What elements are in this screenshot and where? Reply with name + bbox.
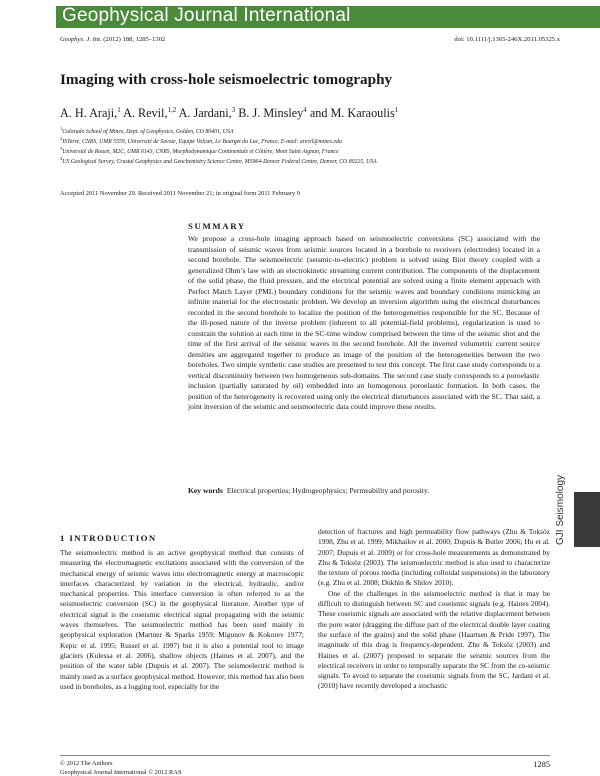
affiliation-text: US Geological Survey, Crustal Geophysics and Geochemistry Science Centre, MS964-Denver Federal Centre, Denver, CO 80225, USA bbox=[62, 158, 377, 165]
section-side-tab bbox=[574, 492, 600, 547]
received-accepted-dates: Accepted 2011 November 29. Received 2011 November 21; in original form 2011 February 9 bbox=[60, 190, 300, 197]
page-number: 1285 bbox=[533, 760, 550, 769]
section-side-label: GJI Seismology bbox=[555, 474, 566, 545]
affiliation bbox=[60, 136, 342, 145]
citation-journal: Geophys. J. Int. bbox=[60, 36, 102, 43]
affiliation bbox=[60, 146, 339, 155]
introduction-left-column: The seismoelectric method is an active geophysical method that consists of measuring the electromagnetic excitations associated with the conversion of the mechanical energy of seismic waves into electromagnetic energy at macroscopic interfaces characterized by variation in the electrical, hydraulic, and/or mechanical properties. This interface conversion is often referred to as the seismoelectric conversion (SC) in the geophysical literature. Another type of electrical signal is the coseismic electrical signal propagating with the seismic waves themselves. The seismoelectric method has been used mainly in geophysical exploration (Martner & Sparks 1959; Migunov & Kokorev 1977; Kepic et al. 1995; Russel et al. 1997) but it is also a potential tool to image glaciers (Kulessa et al. 2006), shallow objects (Haines et al. 2007), and the position of the water table (Dupuis et al. 2007). The seismoelectric method is mainly used as a surface geophysical method. However, this method has also been used in boreholes, as a logging tool, especially for the bbox=[60, 548, 304, 691]
author-affiliation-mark: 4 bbox=[303, 106, 307, 114]
author-name: B. J. Minsley bbox=[238, 106, 304, 121]
copyright-authors: © 2012 The Authors bbox=[60, 760, 113, 767]
author-affiliation-mark: 3 bbox=[231, 106, 236, 114]
affiliation bbox=[60, 126, 233, 135]
author-name: A. H. Araji, bbox=[60, 106, 118, 121]
affiliation-text: Université de Rouen, M2C, UMR 6143, CNRS, Morphodynamique Continentale et Côtière, Mont Saint Aignan, France bbox=[62, 148, 339, 155]
keywords bbox=[188, 486, 540, 495]
affiliation-mark: 1 bbox=[60, 126, 63, 131]
introduction-heading: 1 INTRODUCTION bbox=[60, 533, 157, 543]
affiliation-mark: 2 bbox=[60, 136, 63, 141]
paragraph: One of the challenges in the seismoelectric method is that it may be difficult to distinguish between SC and coseismic signals (e.g. Haines 2004). These coseismic signals are associated with the relative displacement between the pore water (dragging the diffuse part of the electrical double layer coating the surface of the grains) and the solid phase (Haartsen & Pride 1997). The magnitude of this drag is frequency-dependent. Zhu & Toksöz (2003) and Haines et al. (2007) proposed to separate the seismic sources from the electrical receivers in order to temporally separate the SC from the co-seismic signals. To avoid to separate the coseismic signals from the SC, Jardani et al. (2010) have recently developed a stochastic bbox=[318, 588, 550, 691]
affiliation-mark: 4 bbox=[60, 156, 63, 161]
affiliation-text: ISTerre, CNRS, UMR 5559, Université de Savoie, Equipe Volcan, Le Bourget du Lac, France. E-mail: arevil@mines.edu bbox=[62, 138, 342, 145]
paragraph: detection of fractures and high permeability flow pathways (Zhu & Toksöz 1998, Zhu et al. 1999; Mikhailov et al. 2000; Dupuis & Butler 2006; Hu et al. 2007; Dupuis et al. 2009) or for cross-hole measurements as demonstrated by Zhu & Toksöz (2003). The seismoelectric method is also used to characterize the texture of porous media (including colloidal suspensions) in the laboratory (e.g. Zhu et al. 2008; Dukhin & Shilov 2010). bbox=[318, 527, 550, 588]
author-name: A. Jardani, bbox=[178, 106, 232, 121]
summary-body: We propose a cross-hole imaging approach based on seismoelectric conversions (SC) associated with the transmission of seismic waves from seismic sources located in a borehole to receivers (electrodes) located in a second borehole. The seismoelectric (seismic-to-electric) problem is solved using Biot theory coupled with a generalized Ohm’s law with an electrokinetic streaming current contribution. The components of the displacement of the solid phase, the fluid pressure, and the electrical potential are solved using a finite element approach with Perfect Match Layer (PML) boundary conditions for the seismic waves and boundary conditions mimicking an infinite material for the electrostatic problem. We develop an inversion algorithm using the electrical disturbances recorded in the second borehole to localize the position of the heterogeneities responsible for the SC. Because of the ill-posed nature of the inverse problem (inherent to all potential-field problems), regularization is used to constrain the solution at each time in the SC-time window comprised between the time of the seismic shot and the time of the first arrival of the seismic waves in the second borehole. All the inverted volumetric current source densities are aggregated together to produce an image of the position of the heterogeneities between the two boreholes. Two simple synthetic case studies are presented to test this concept. The first case study corresponds to a vertical discontinuity between two homogeneous sub-domains. The second case study corresponds to a poroelastic inclusion (partially saturated by oil) embedded into an homogenous poroelastic formation. In both cases, the position of the heterogeneity is recovered using only the electrical disturbances associated with the SC. That said, a joint inversion of the seismic and seismoelectric data could improve these results. bbox=[188, 234, 540, 411]
author-name: and M. Karaoulis bbox=[309, 106, 395, 121]
affiliation-text: Colorado School of Mines, Dept. of Geophysics, Golden, CO 80401, USA bbox=[62, 128, 234, 135]
affiliation bbox=[60, 156, 377, 165]
citation-volume: (2012) 188, 1285–1302 bbox=[103, 36, 166, 43]
keywords-list: Electrical properties; Hydrogeophysics; Permeability and porosity. bbox=[226, 486, 430, 495]
author-affiliation-mark: 1,2 bbox=[167, 106, 177, 114]
keywords-label: Key words bbox=[188, 486, 223, 495]
affiliation-mark: 3 bbox=[60, 146, 63, 151]
introduction-right-column bbox=[318, 527, 550, 692]
summary-heading: SUMMARY bbox=[188, 221, 246, 231]
author-affiliation-mark: 1 bbox=[117, 106, 121, 114]
citation-info bbox=[60, 36, 165, 43]
author-affiliation-mark: 1 bbox=[394, 106, 399, 114]
copyright-ras: Geophysical Journal International © 2012 RAS bbox=[60, 769, 182, 776]
doi[interactable]: doi: 10.1111/j.1365-246X.2011.05325.x bbox=[454, 36, 560, 43]
author-list bbox=[60, 106, 398, 121]
footer-rule bbox=[60, 755, 550, 756]
journal-banner-title: Geophysical Journal International bbox=[62, 5, 351, 26]
author-name: A. Revil, bbox=[123, 106, 168, 121]
article-title: Imaging with cross-hole seismoelectric tomography bbox=[60, 71, 393, 88]
